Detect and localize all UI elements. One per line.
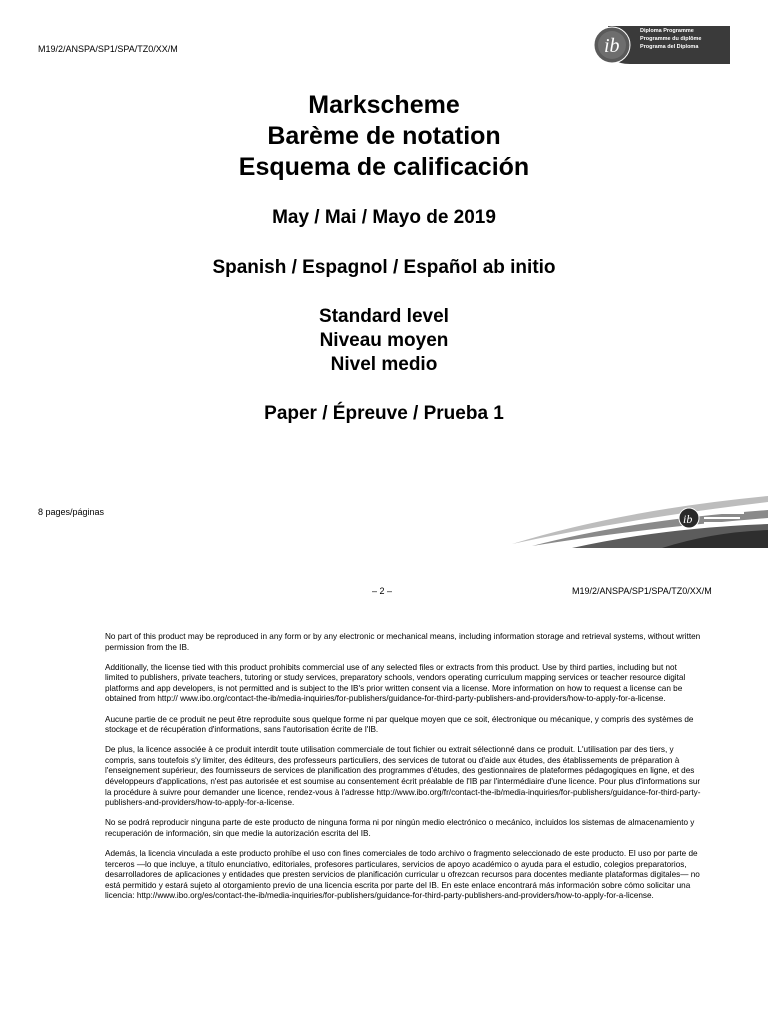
level-line-2: Niveau moyen	[319, 330, 449, 351]
copyright-page	[0, 555, 768, 1024]
paragraph-fr-1: Aucune partie de ce produit ne peut être reproduite sous quelque forme ni par quelque moyen que ce soit, électronique ou mécanique, y compris des systèmes de stockage et de récupération d'informations, sans l'autorisation écrite de l'IB.	[105, 714, 694, 735]
title-line-3: Esquema de calificación	[238, 153, 530, 181]
level-line-1: Standard level	[319, 306, 449, 327]
paragraph-en-2: Additionally, the license tied with this product prohibits commercial use of any selected files or extracts from this product. Use by third parties, including but not limited to publishers, private teachers, tutoring or study services, preparatory schools, vendors operating curriculum mapping services or teacher resource digital platforms and app developers, is not permitted and is subject to the IB's prior written consent via a license. More information on how to request a license can be obtained from http:// www.ibo.org/contact-the-ib/media-inquiries/for-publishers/guidance-for-third-party-publishers-and-providers/how-to-apply-for-a-license.	[105, 662, 686, 704]
swoosh-graphic	[512, 488, 768, 548]
logo-line-1: Diploma Programme	[640, 28, 694, 34]
subject-name: Spanish / Espagnol / Español ab initio	[212, 257, 556, 278]
exam-session: May / Mai / Mayo de 2019	[272, 207, 496, 228]
title-line-2: Barème de notation	[267, 122, 501, 150]
level-block	[0, 305, 768, 377]
copyright-notice	[105, 632, 702, 911]
paragraph-es-1: No se podrá reproducir ninguna parte de este producto de ninguna forma ni por ningún medio electrónico o mecánico, incluidos los sistemas de almacenamiento y recuperación de información, sin que medie la autorización escrita del IB.	[105, 818, 695, 838]
svg-text:ib: ib	[604, 35, 620, 57]
paragraph-es-2: Además, la licencia vinculada a este producto prohíbe el uso con fines comerciales de todo archivo o fragmento seleccionado de este producto. El uso por parte de terceros —lo que incluye, a título enunciativo, editoriales, profesores particulares, servicios de apoyo académico o ayuda para el estudio, colegios preparatorios, desarrolladores de aplicaciones y entidades que presten servicios de planificación curricular u ofrezcan recursos para docentes mediante plataformas digitales— no está permitido y estará sujeto al otorgamiento previo de una licencia escrita por parte del IB. En este enlace encontrará más información sobre cómo solicitar una licencia: http://www.ibo.org/es/contact-the-ib/media-inquiries/for-publishers/guidance-for-third-party-publishers-and-providers/how-to-apply-for-a-license.	[105, 849, 700, 901]
paragraph-en-1: No part of this product may be reproduced in any form or by any electronic or mechanical means, including information storage and retrieval systems, without written permission from the IB.	[105, 632, 701, 652]
paper-number: Paper / Épreuve / Prueba 1	[264, 403, 504, 424]
ib-diploma-logo	[590, 24, 730, 66]
paragraph-fr-2: De plus, la licence associée à ce produit interdit toute utilisation commerciale de tout fichier ou extrait sélectionné dans ce produit. L'utilisation par des tiers, y compris, sans toutefois s'y limiter, des éditeurs, des professeurs particuliers, des services de tutorat ou d'aide aux études, des établissements de préparation à l'enseignement supérieur, des fournisseurs de services de planification des programmes d'études, des gestionnaires de plateformes pédagogiques en ligne, et des développeurs d'applications, n'est pas autorisée et est soumise au consentement écrit préalable de l'IB par l'intermédiaire d'une licence. Pour plus d'informations sur la procédure à suivre pour demander une licence, rendez-vous à l'adresse http://www.ibo.org/fr/contact-the-ib/media-inquiries/for-publishers/guidance-for-third-party-publishers-and-providers/how-to-apply-for-a-license.	[105, 745, 701, 808]
svg-text:ib: ib	[683, 512, 693, 526]
ib-swoosh-logo	[512, 488, 768, 548]
title-line-1: Markscheme	[308, 91, 460, 119]
level-line-3: Nivel medio	[330, 354, 438, 375]
page-count: 8 pages/páginas	[38, 507, 105, 517]
document-code-page2: M19/2/ANSPA/SP1/SPA/TZ0/XX/M	[572, 586, 712, 596]
logo-line-2: Programme du diplôme	[640, 36, 702, 42]
document-code: M19/2/ANSPA/SP1/SPA/TZ0/XX/M	[38, 44, 178, 54]
markscheme-title	[0, 90, 768, 183]
page-number: – 2 –	[372, 586, 393, 596]
logo-line-3: Programa del Diploma	[640, 44, 699, 50]
